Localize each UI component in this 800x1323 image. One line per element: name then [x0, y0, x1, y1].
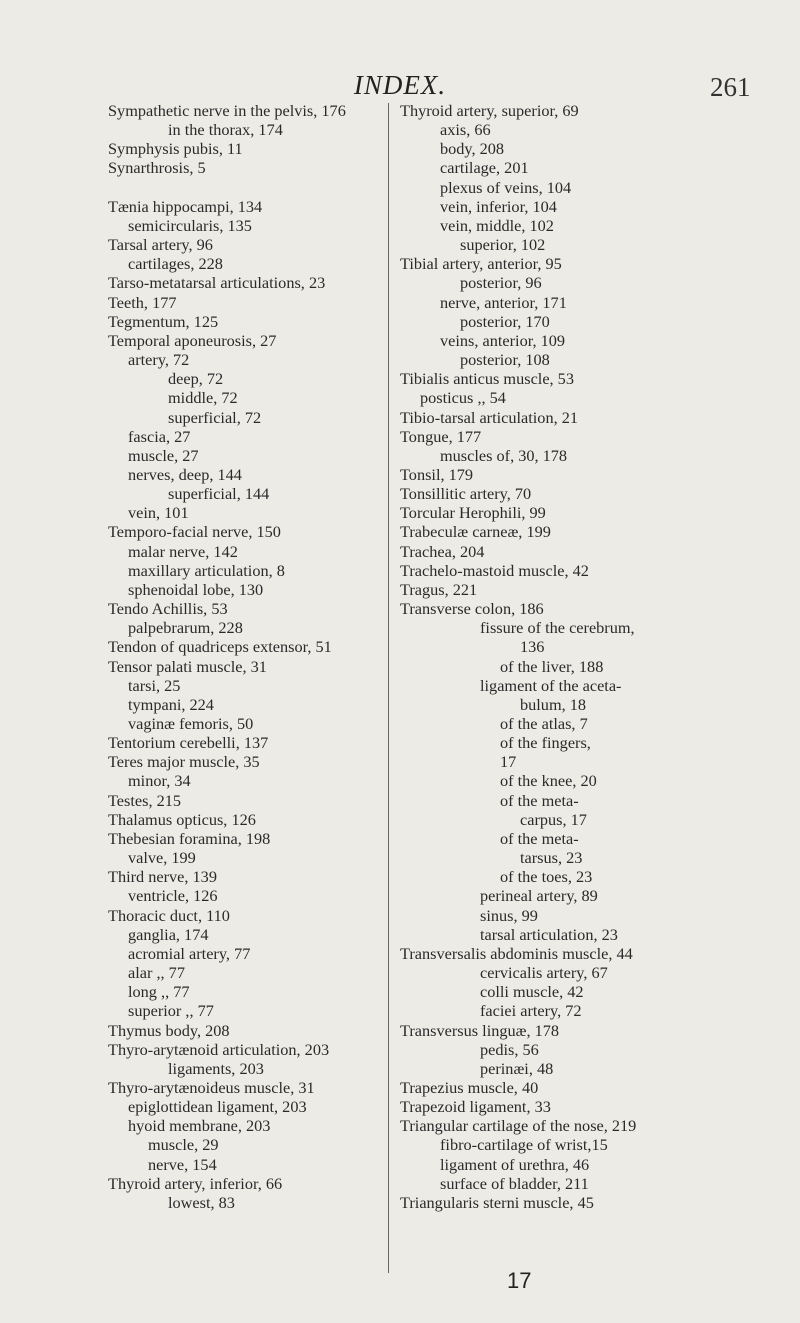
index-entry: carpus, 17 — [520, 809, 587, 829]
index-entry: superior, 102 — [460, 235, 546, 255]
index-entry: fibro-cartilage of wrist,15 — [440, 1135, 608, 1155]
index-entry: semicircularis, 135 — [128, 215, 252, 235]
index-entry: of the fingers, — [500, 733, 591, 753]
index-entry: Synarthrosis, 5 — [108, 158, 206, 178]
index-entry: tympani, 224 — [128, 694, 214, 714]
index-entry: Thyroid artery, superior, 69 — [400, 101, 579, 120]
index-entry: Thymus body, 208 — [108, 1020, 230, 1040]
index-entry: artery, 72 — [128, 350, 190, 370]
index-entry: posterior, 170 — [460, 311, 550, 331]
index-entry: palpebrarum, 228 — [128, 618, 243, 638]
index-entry: lowest, 83 — [168, 1192, 235, 1212]
index-entry: Teeth, 177 — [108, 292, 177, 312]
index-entry: Tensor palati muscle, 31 — [108, 656, 267, 676]
index-entry: Sympathetic nerve in the pelvis, 176 — [108, 101, 346, 120]
index-entry: of the toes, 23 — [500, 867, 593, 887]
index-entry: Temporo-facial nerve, 150 — [108, 522, 281, 542]
index-entry: muscles of, 30, 178 — [440, 445, 568, 465]
index-entry: Trabeculæ carneæ, 199 — [400, 522, 551, 542]
index-entry: of the knee, 20 — [500, 771, 597, 791]
index-entry: Teres major muscle, 35 — [108, 752, 260, 772]
index-entry: posterior, 108 — [460, 350, 550, 370]
index-entry: Trachea, 204 — [400, 541, 485, 561]
index-entry: Thyroid artery, inferior, 66 — [108, 1173, 283, 1193]
index-entry: faciei artery, 72 — [480, 1001, 582, 1021]
index-entry: Tibialis anticus muscle, 53 — [400, 369, 574, 389]
index-entry: ligaments, 203 — [168, 1058, 264, 1078]
index-entry: superficial, 72 — [168, 407, 262, 427]
index-entry: Tænia hippocampi, 134 — [108, 196, 263, 216]
index-entry: plexus of veins, 104 — [440, 177, 572, 197]
index-entry: Tibio-tarsal articulation, 21 — [400, 407, 579, 427]
index-entry: nerve, 154 — [148, 1154, 217, 1174]
index-entry: malar nerve, 142 — [128, 541, 238, 561]
index-entry: long ,, 77 — [128, 982, 190, 1002]
index-entry: perinæi, 48 — [480, 1058, 554, 1078]
index-entry: epiglottidean ligament, 203 — [128, 1097, 307, 1117]
index-entry: Tonsil, 179 — [400, 464, 474, 484]
index-entry: surface of bladder, 211 — [440, 1173, 589, 1193]
signature-mark: 17 — [507, 1268, 532, 1293]
index-entry: vaginæ femoris, 50 — [128, 714, 254, 733]
index-entry: Torcular Herophili, 99 — [400, 503, 546, 523]
index-entry: muscle, 27 — [128, 445, 199, 465]
index-entry: sphenoidal lobe, 130 — [128, 579, 264, 599]
index-entry: tarsus, 23 — [520, 848, 583, 868]
index-entry: valve, 199 — [128, 848, 196, 868]
index-entry: cartilage, 201 — [440, 158, 529, 178]
index-entry: Tragus, 221 — [400, 579, 478, 599]
index-entry: Tarsal artery, 96 — [108, 235, 213, 255]
index-entry: deep, 72 — [168, 369, 224, 389]
index-entry: Thalamus opticus, 126 — [108, 809, 256, 829]
index-entry: Testes, 215 — [108, 790, 182, 810]
index-entry: in the thorax, 174 — [168, 120, 283, 140]
index-entry: Third nerve, 139 — [108, 867, 217, 887]
index-entry: nerve, anterior, 171 — [440, 292, 567, 312]
index-entry: Tarso-metatarsal articulations, 23 — [108, 273, 326, 293]
index-entry: Thyro-arytænoideus muscle, 31 — [108, 1077, 315, 1097]
index-entry: ganglia, 174 — [128, 924, 209, 944]
index-column-right — [400, 101, 730, 1212]
index-entry: ligament of urethra, 46 — [440, 1154, 590, 1174]
index-entry: Tongue, 177 — [400, 426, 482, 446]
index-entry: Transverse colon, 186 — [400, 599, 544, 619]
index-entry: of the atlas, 7 — [500, 714, 588, 733]
index-entry: sinus, 99 — [480, 905, 538, 925]
index-entry: Trapezius muscle, 40 — [400, 1077, 539, 1097]
index-entry: ligament of the aceta- — [480, 675, 622, 695]
index-entry: fascia, 27 — [128, 426, 191, 446]
index-entry: cervicalis artery, 67 — [480, 963, 608, 983]
index-entry: posticus ,, 54 — [420, 388, 506, 408]
index-entry: bulum, 18 — [520, 694, 587, 714]
index-entry: alar ,, 77 — [128, 963, 185, 983]
index-entry: maxillary articulation, 8 — [128, 560, 285, 580]
index-entry: Transversalis abdominis muscle, 44 — [400, 943, 633, 963]
index-entry: superior ,, 77 — [128, 1001, 214, 1021]
index-entry — [108, 178, 404, 197]
index-entry: acromial artery, 77 — [128, 943, 251, 963]
index-entry: of the liver, 188 — [500, 656, 604, 676]
index-entry: posterior, 96 — [460, 273, 542, 293]
index-entry: Tendo Achillis, 53 — [108, 599, 228, 619]
index-entry: 136 — [520, 637, 545, 657]
index-entry: Triangular cartilage of the nose, 219 — [400, 1116, 637, 1136]
index-entry: perineal artery, 89 — [480, 886, 598, 906]
index-entry: minor, 34 — [128, 771, 191, 791]
index-entry: Thoracic duct, 110 — [108, 905, 230, 925]
page-number: 261 — [710, 72, 751, 102]
index-entry: middle, 72 — [168, 388, 238, 408]
index-entry: Transversus linguæ, 178 — [400, 1020, 560, 1040]
index-entry: Thebesian foramina, 198 — [108, 828, 271, 848]
index-entry: axis, 66 — [440, 120, 491, 140]
index-entry: 17 — [500, 752, 517, 772]
index-entry: vein, 101 — [128, 503, 189, 523]
index-entry: veins, anterior, 109 — [440, 330, 566, 350]
index-entry: vein, inferior, 104 — [440, 196, 557, 216]
index-entry: pedis, 56 — [480, 1039, 539, 1059]
index-entry: superficial, 144 — [168, 484, 270, 504]
index-entry: of the meta- — [500, 790, 579, 810]
index-entry: tarsi, 25 — [128, 675, 181, 695]
index-entry: tarsal articulation, 23 — [480, 924, 618, 944]
index-entry: Triangularis sterni muscle, 45 — [400, 1192, 594, 1212]
index-column-left — [108, 101, 404, 1212]
index-entry: Tibial artery, anterior, 95 — [400, 254, 562, 274]
index-entry: Tendon of quadriceps extensor, 51 — [108, 637, 332, 657]
index-entry: Trapezoid ligament, 33 — [400, 1097, 551, 1117]
index-entry: Tegmentum, 125 — [108, 311, 219, 331]
index-entry: Trachelo-mastoid muscle, 42 — [400, 560, 589, 580]
index-entry: body, 208 — [440, 139, 505, 159]
index-entry: Tentorium cerebelli, 137 — [108, 733, 269, 753]
page-header-title: INDEX. — [353, 70, 447, 100]
index-entry: Tonsillitic artery, 70 — [400, 484, 532, 504]
index-entry: Temporal aponeurosis, 27 — [108, 330, 277, 350]
index-entry: vein, middle, 102 — [440, 215, 554, 235]
index-entry: colli muscle, 42 — [480, 982, 584, 1002]
index-entry: cartilages, 228 — [128, 254, 223, 274]
index-entry: ventricle, 126 — [128, 886, 218, 906]
index-entry: Symphysis pubis, 11 — [108, 139, 243, 159]
index-entry: hyoid membrane, 203 — [128, 1116, 271, 1136]
index-entry: muscle, 29 — [148, 1135, 219, 1155]
index-entry: of the meta- — [500, 828, 579, 848]
index-entry: Thyro-arytænoid articulation, 203 — [108, 1039, 330, 1059]
column-divider — [388, 103, 389, 1273]
index-entry: nerves, deep, 144 — [128, 464, 242, 484]
index-entry: fissure of the cerebrum, — [480, 618, 635, 638]
